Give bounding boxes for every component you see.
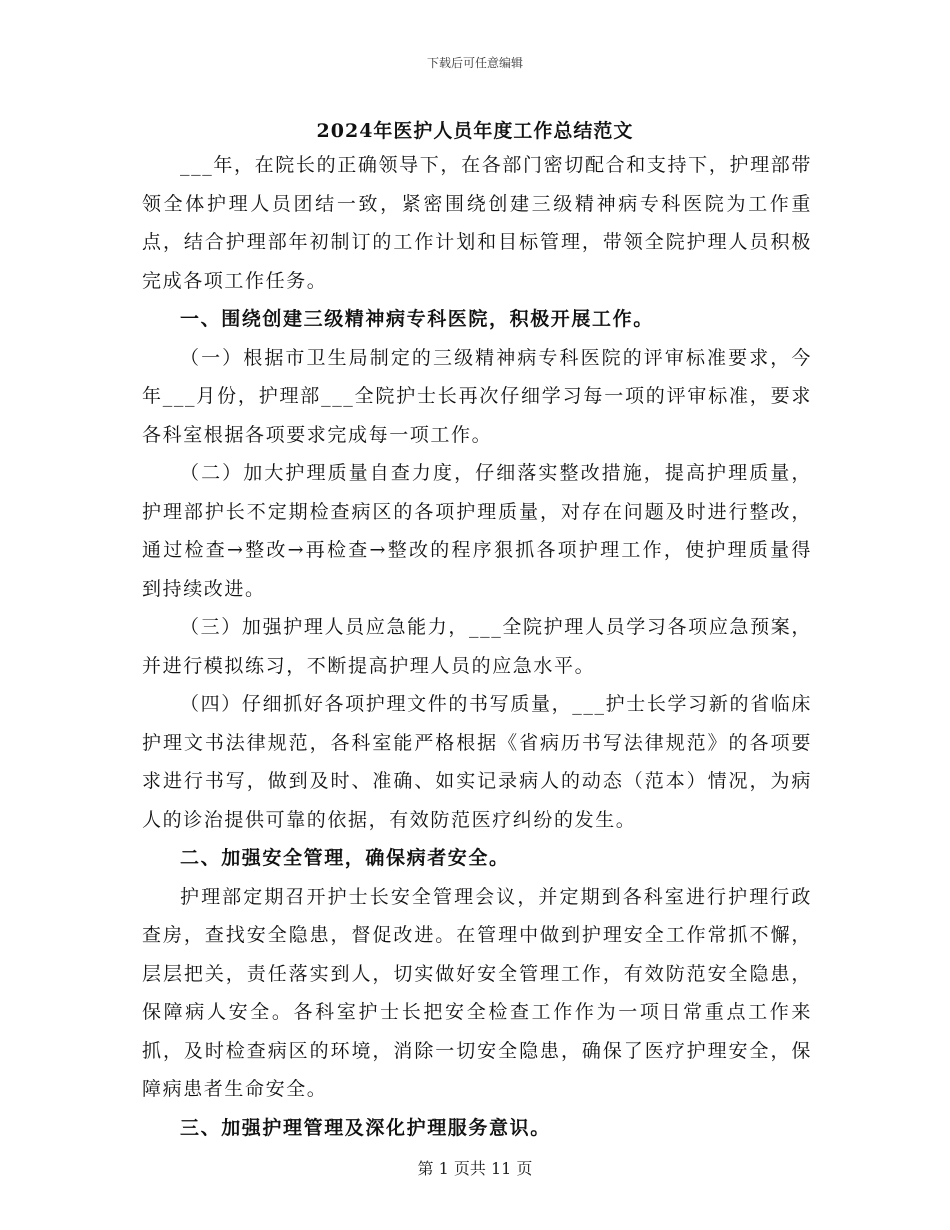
paragraph-1-2: （二）加大护理质量自查力度，仔细落实整改措施，提高护理质量，护理部护长不定期检查病区的各项护理质量，对存在问题及时进行整改，通过检查→整改→再检查→整改的程序狠抓各项护理工作，使护理质量得到持续改进。 — [142, 462, 812, 600]
document-body — [142, 146, 812, 1147]
section-heading-2: 二、加强安全管理，确保病者安全。 — [180, 847, 510, 869]
paragraph-2-1: 护理部定期召开护士长安全管理会议，并定期到各科室进行护理行政查房，查找安全隐患，督促改进。在管理中做到护理安全工作常抓不懈，层层把关，责任落实到人，切实做好安全管理工作，有效防范安全隐患，保障病人安全。各科室护士长把安全检查工作作为一项日常重点工作来抓，及时检查病区的环境，消除一切安全隐患，确保了医疗护理安全，保障病患者生命安全。 — [142, 885, 812, 1100]
header-note: 下载后可任意编辑 — [426, 56, 523, 70]
paragraph-1-4: （四）仔细抓好各项护理文件的书写质量，___护士长学习新的省临床护理文书法律规范，各科室能严格根据《省病历书写法律规范》的各项要求进行书写，做到及时、准确、如实记录病人的动态（范本）情况，为病人的诊治提供可靠的依据，有效防范医疗纠纷的发生。 — [142, 693, 812, 831]
document-title: 2024年医护人员年度工作总结范文 — [316, 120, 634, 142]
paragraph-1-1: （一）根据市卫生局制定的三级精神病专科医院的评审标准要求，今年___月份，护理部___全院护士长再次仔细学习每一项的评审标准，要求各科室根据各项要求完成每一项工作。 — [142, 346, 812, 446]
page-number-footer: 第 1 页共 11 页 — [417, 1159, 533, 1178]
paragraph-intro: ___年，在院长的正确领导下，在各部门密切配合和支持下，护理部带领全体护理人员团结一致，紧密围绕创建三级精神病专科医院为工作重点，结合护理部年初制订的工作计划和目标管理，带领全院护理人员积极完成各项工作任务。 — [142, 154, 812, 292]
section-heading-1: 一、围绕创建三级精神病专科医院，积极开展工作。 — [180, 308, 654, 330]
section-heading-3: 三、加强护理管理及深化护理服务意识。 — [180, 1116, 551, 1139]
paragraph-1-3: （三）加强护理人员应急能力，___全院护理人员学习各项应急预案，并进行模拟练习，不断提高护理人员的应急水平。 — [142, 616, 812, 677]
